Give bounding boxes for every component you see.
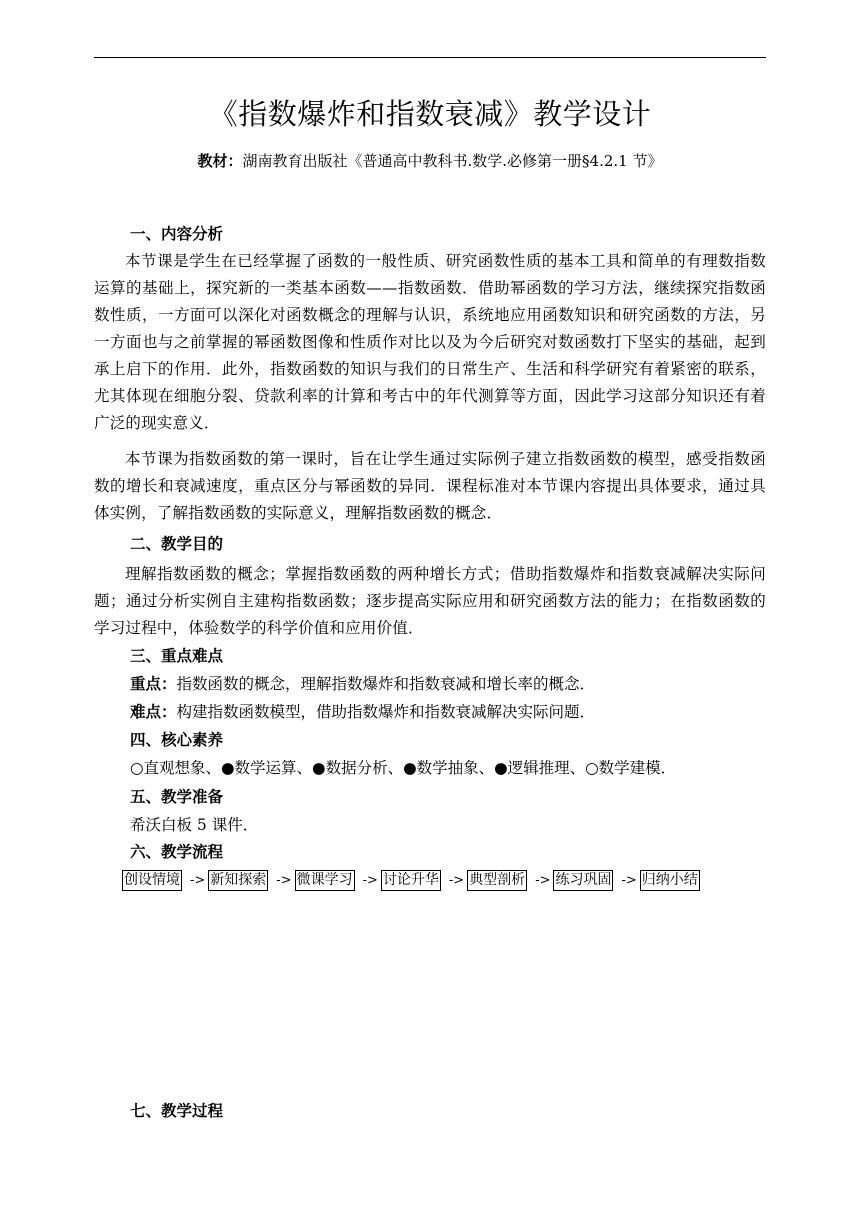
flow-arrow: -> [535, 873, 551, 888]
flow-arrow: -> [448, 873, 465, 888]
teaching-objectives-paragraph: 理解指数函数的概念；掌握指数函数的两种增长方式；借助指数爆炸和指数衰减解决实际问题；通过分析实例自主建构指数函数；逐步提高实际应用和研究函数方法的能力；在指数函数的学习过程中，体验数学的科学价值和应用价值． [94, 565, 766, 637]
core-literacy-text: ○直观想象、●数学运算、●数据分析、●数学抽象、●逻辑推理、○数学建模． [130, 759, 677, 777]
flow-step-2: 新知探索 [208, 870, 268, 891]
section-heading-teaching-process: 七、教学过程 [130, 1102, 224, 1120]
key-point-text: 指数函数的概念，理解指数爆炸和指数衰减和增长率的概念． [176, 675, 596, 693]
flow-step-1: 创设情境 [122, 870, 182, 891]
section-heading-content-analysis: 一、内容分析 [130, 225, 224, 243]
section-heading-core-literacy: 四、核心素养 [130, 731, 224, 749]
content-analysis-paragraph-2: 本节课为指数函数的第一课时，旨在让学生通过实际例子建立指数函数的模型，感受指数函数的增长和衰减速度，重点区分与幂函数的异同．课程标准对本节课内容提出具体要求，通过具体实例，了解指数函数的实际意义，理解指数函数的概念． [94, 450, 766, 522]
document-title: 《指数爆炸和指数衰减》教学设计 [208, 97, 652, 131]
flow-step-6: 练习巩固 [553, 870, 613, 891]
subtitle-label: 教材： [197, 152, 243, 170]
subtitle-text: 湖南教育出版社《普通高中教科书.数学.必修第一册§4.2.1 节》 [242, 152, 663, 170]
difficult-point-line [130, 701, 766, 723]
teaching-preparation-text: 希沃白板 5 课件． [130, 816, 259, 834]
difficult-point-label: 难点： [130, 703, 177, 721]
header-rule [94, 57, 766, 58]
section-heading-teaching-preparation: 五、教学准备 [130, 788, 224, 806]
content-analysis-paragraph-1: 本节课是学生在已经掌握了函数的一般性质、研究函数性质的基本工具和简单的有理数指数运算的基础上，探究新的一类基本函数——指数函数．借助幂函数的学习方法，继续探究指数函数性质，一方面可以深化对函数概念的理解与认识，系统地应用函数知识和研究函数的方法，另一方面也与之前掌握的幂函数图像和性质作对比以及为今后研究对数函数打下坚实的基础，起到承上启下的作用．此外，指数函数的知识与我们的日常生产、生活和科学研究有着紧密的联系，尤其体现在细胞分裂、贷款利率的计算和考古中的年代测算等方面，因此学习这部分知识还有着广泛的现实意义． [94, 252, 766, 432]
key-point-label: 重点： [130, 675, 177, 693]
section-heading-teaching-flow: 六、教学流程 [130, 843, 224, 861]
flow-step-4: 讨论升华 [381, 870, 441, 891]
flow-arrow: -> [190, 873, 206, 888]
section-heading-key-difficult-points: 三、重点难点 [130, 647, 224, 665]
flow-step-7: 归纳小结 [640, 870, 700, 891]
key-point-line [130, 673, 766, 695]
teaching-flow-chart [122, 870, 700, 891]
flow-step-3: 微课学习 [295, 870, 355, 891]
flow-step-5: 典型剖析 [467, 870, 527, 891]
section-heading-teaching-objectives: 二、教学目的 [130, 535, 224, 553]
flow-arrow: -> [276, 873, 292, 888]
difficult-point-text: 构建指数函数模型，借助指数爆炸和指数衰减解决实际问题． [176, 703, 596, 721]
document-subtitle [94, 150, 766, 172]
flow-arrow: -> [362, 873, 378, 888]
flow-arrow: -> [621, 873, 637, 888]
